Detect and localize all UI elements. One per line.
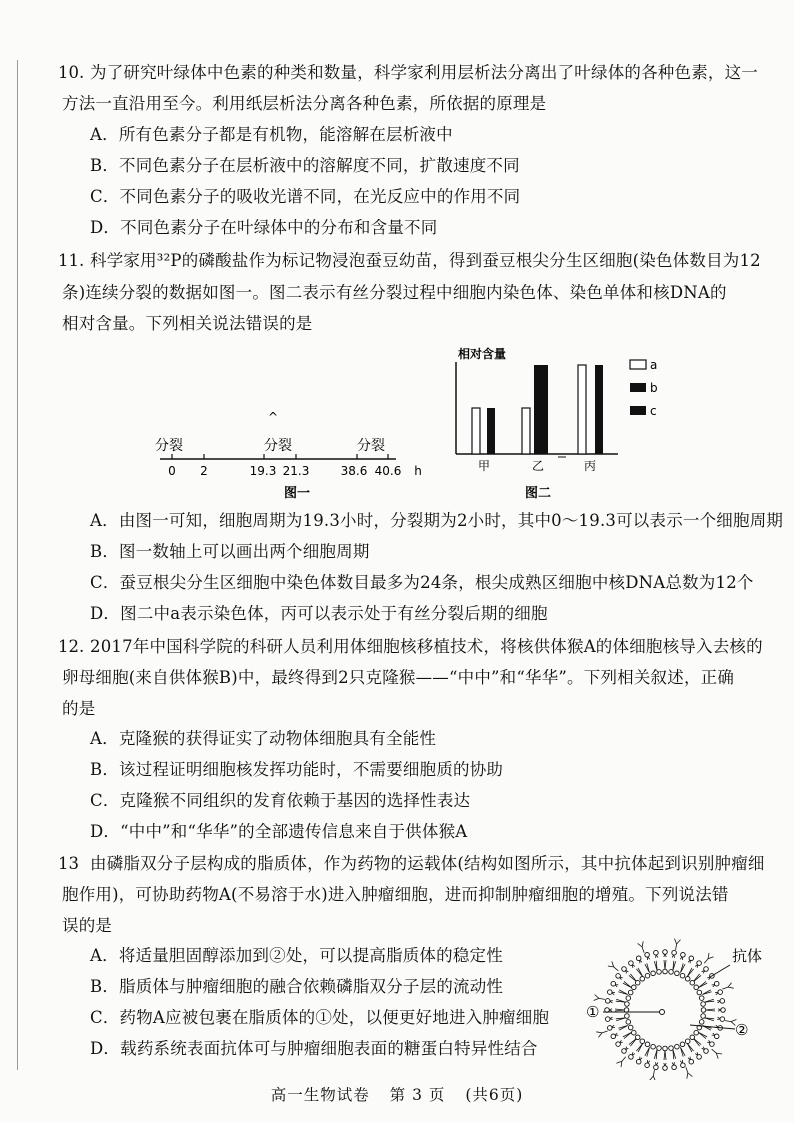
q11-option-a: A．由图一可知，细胞周期为19.3小时，分裂期为2小时，其中0～19.3可以表示一个细胞周期 (90, 511, 784, 530)
fig1-tick-19.3: 19.3 (249, 464, 277, 478)
fig1-unit: h (414, 464, 422, 478)
q13-number: 13 (58, 854, 79, 873)
q13-option-d: D．载药系统表面抗体可与肿瘤细胞表面的糖蛋白特异性结合 (90, 1039, 538, 1058)
q10-option-d: D．不同色素分子在叶绿体中的分布和含量不同 (90, 218, 438, 237)
fig1-caption: 图一 (283, 486, 311, 500)
q10-option-a: A．所有色素分子都是有机物，能溶解在层析液中 (90, 125, 453, 144)
q12-option-a: A．克隆猴的获得证实了动物体细胞具有全能性 (90, 729, 437, 748)
q12-option-b: B．该过程证明细胞核发挥功能时，不需要细胞质的协助 (90, 760, 504, 779)
q11-option-d: D．图二中a表示染色体，丙可以表示处于有丝分裂后期的细胞 (90, 604, 548, 623)
q10-number: 10. (58, 63, 85, 82)
q13-stem-line1: 由磷脂双分子层构成的脂质体，作为药物的运载体(结构如图所示，其中抗体起到识别肿瘤细 (90, 854, 765, 873)
q11-option-b: B．图一数轴上可以画出两个细胞周期 (90, 542, 370, 561)
fig2-ylabel: 相对含量 (458, 347, 507, 361)
q11-option-c: C．蚕豆根尖分生区细胞中染色体数目最多为24条，根尖成熟区细胞中核DNA总数为12个 (90, 573, 754, 592)
fig1-tick-38.6: 38.6 (340, 464, 368, 478)
fig2-group-jia: 甲 (477, 459, 491, 473)
bar-yi-a (522, 408, 530, 454)
figure-2-bar-chart (440, 340, 680, 505)
q13-option-a: A．将适量胆固醇添加到②处，可以提高脂质体的稳定性 (90, 946, 503, 965)
q12-number: 12. (58, 637, 85, 656)
footer-subject: 高一生物试卷 (270, 1086, 370, 1104)
q10-option-b: B．不同色素分子在层析液中的溶解度不同，扩散速度不同 (90, 156, 520, 175)
q11-stem-line3: 相对含量。下列相关说法错误的是 (62, 314, 313, 333)
footer-page: 第 3 页 (389, 1086, 446, 1104)
q12-option-c: C．克隆猴不同组织的发育依赖于基因的选择性表达 (90, 791, 471, 810)
q11-number: 11. (58, 251, 85, 270)
legend-a-swatch (630, 360, 646, 369)
svg-text:^: ^ (267, 410, 279, 424)
q10-option-c: C．不同色素分子的吸收光谱不同，在光反应中的作用不同 (90, 187, 521, 206)
fig2-group-yi: 乙 (531, 459, 545, 473)
bar-yi-b (534, 365, 548, 454)
q10-stem-line2: 方法一直沿用至今。利用纸层析法分离各种色素，所依据的原理是 (62, 94, 547, 113)
q10-stem-line1: 为了研究叶绿体中色素的种类和数量，科学家利用层析法分离出了叶绿体的各种色素，这一 (90, 63, 758, 82)
fig1-tick-21.3: 21.3 (282, 464, 310, 478)
q12-stem-line3: 的是 (62, 699, 96, 718)
fig2-group-bing: 丙 (583, 459, 597, 473)
q13-option-b: B．脂质体与肿瘤细胞的融合依赖磷脂双分子层的流动性 (90, 977, 504, 996)
legend-c: c (650, 404, 657, 418)
legend-b: b (650, 381, 658, 395)
bar-jia-c (487, 408, 495, 454)
fig1-tick-40.6: 40.6 (374, 464, 402, 478)
figure-1-cell-cycle-axis (150, 410, 440, 500)
label-1: ① (586, 1003, 600, 1021)
q11-stem-line1: 科学家用³²P的磷酸盐作为标记物浸泡蚕豆幼苗，得到蚕豆根尖分生区细胞(染色体数目为12 (90, 251, 761, 270)
fig1-segment-2: 分裂 (264, 438, 292, 454)
q12-stem-line1: 2017年中国科学院的科研人员利用体细胞核移植技术，将核供体猴A的体细胞核导入去核的 (90, 637, 763, 656)
legend-b-swatch (630, 383, 646, 392)
fig1-segment-1: 分裂 (155, 438, 183, 454)
fig1-tick-2: 2 (200, 464, 208, 478)
q13-stem-line3: 误的是 (62, 916, 113, 935)
bar-bing-a (578, 365, 586, 454)
margin-line (17, 60, 18, 1070)
fig1-tick-0: 0 (168, 464, 176, 478)
q12-option-d: D．“中中”和“华华”的全部遗传信息来自于供体猴A (90, 822, 468, 841)
fig2-caption: 图二 (524, 486, 552, 501)
q13-stem-line2: 胞作用)，可协助药物A(不易溶于水)进入肿瘤细胞，进而抑制肿瘤细胞的增殖。下列说法错 (62, 885, 729, 904)
fig1-segment-3: 分裂 (357, 438, 385, 454)
q12-stem-line2: 卵母细胞(来自供体猴B)中，最终得到2只克隆猴——“中中”和“华华”。下列相关叙述，正确 (62, 668, 735, 687)
footer-total: (共6页) (465, 1086, 524, 1104)
label-2: ② (735, 1021, 749, 1039)
antibody-label: 抗体 (732, 947, 763, 965)
page-footer (0, 1083, 794, 1105)
legend-c-swatch (630, 406, 646, 415)
liposome-figure (580, 935, 780, 1080)
bar-bing-c (595, 365, 603, 454)
q11-stem-line2: 条)连续分裂的数据如图一。图二表示有丝分裂过程中细胞内染色体、染色单体和核DNA的 (62, 283, 727, 302)
bar-jia-a (472, 408, 480, 454)
q13-option-c: C．药物A应被包裹在脂质体的①处，以便更好地进入肿瘤细胞 (90, 1008, 550, 1027)
legend-a: a (650, 358, 658, 372)
